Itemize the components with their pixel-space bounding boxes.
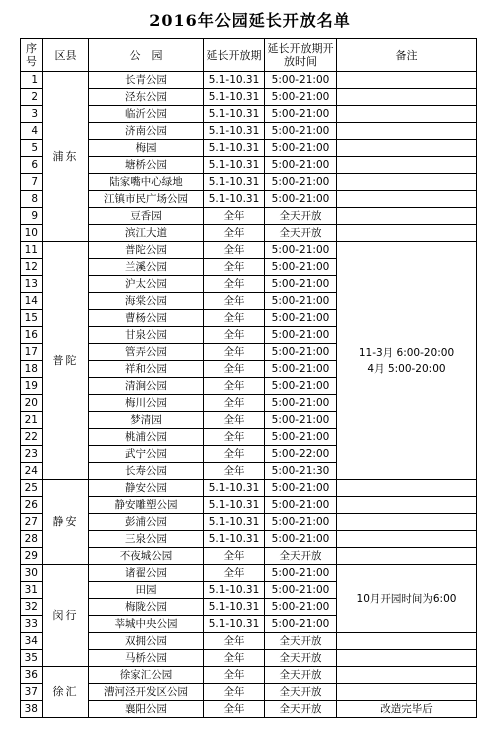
open-hours: 5:00-21:00 xyxy=(265,361,337,378)
open-period: 全年 xyxy=(204,259,265,276)
park-name: 马桥公园 xyxy=(89,650,204,667)
row-number: 19 xyxy=(21,378,43,395)
remark xyxy=(337,123,477,140)
open-period: 全年 xyxy=(204,565,265,582)
row-number: 15 xyxy=(21,310,43,327)
remark xyxy=(337,633,477,650)
open-hours: 全天开放 xyxy=(265,633,337,650)
header-hours: 延长开放期开放时间 xyxy=(265,39,337,72)
park-name: 江镇市民广场公园 xyxy=(89,191,204,208)
table-row xyxy=(21,497,477,514)
open-hours: 全天开放 xyxy=(265,650,337,667)
row-number: 24 xyxy=(21,463,43,480)
remark xyxy=(337,191,477,208)
park-name: 甘泉公园 xyxy=(89,327,204,344)
park-table xyxy=(20,38,477,718)
table-row xyxy=(21,633,477,650)
remark xyxy=(337,531,477,548)
park-name: 海棠公园 xyxy=(89,293,204,310)
remark xyxy=(337,480,477,497)
row-number: 10 xyxy=(21,225,43,242)
open-period: 全年 xyxy=(204,344,265,361)
remark-merged: 11-3月 6:00-20:00 4月 5:00-20:00 xyxy=(337,242,477,480)
header-row xyxy=(21,39,477,72)
open-period: 5.1-10.31 xyxy=(204,106,265,123)
row-number: 14 xyxy=(21,293,43,310)
open-period: 全年 xyxy=(204,276,265,293)
row-number: 5 xyxy=(21,140,43,157)
open-period: 全年 xyxy=(204,701,265,718)
open-hours: 5:00-21:00 xyxy=(265,565,337,582)
table-body xyxy=(21,72,477,718)
table-row xyxy=(21,650,477,667)
table-row xyxy=(21,174,477,191)
park-name: 静安公园 xyxy=(89,480,204,497)
park-name: 长寿公园 xyxy=(89,463,204,480)
district-cell: 静安 xyxy=(43,480,89,565)
park-name: 双拥公园 xyxy=(89,633,204,650)
park-name: 不夜城公园 xyxy=(89,548,204,565)
park-name: 莘城中央公园 xyxy=(89,616,204,633)
open-hours: 5:00-21:00 xyxy=(265,174,337,191)
row-number: 8 xyxy=(21,191,43,208)
row-number: 13 xyxy=(21,276,43,293)
open-period: 5.1-10.31 xyxy=(204,497,265,514)
open-hours: 5:00-21:00 xyxy=(265,106,337,123)
open-period: 5.1-10.31 xyxy=(204,140,265,157)
open-period: 全年 xyxy=(204,310,265,327)
remark xyxy=(337,174,477,191)
open-hours: 5:00-21:00 xyxy=(265,259,337,276)
open-period: 5.1-10.31 xyxy=(204,191,265,208)
row-number: 20 xyxy=(21,395,43,412)
open-hours: 5:00-21:00 xyxy=(265,310,337,327)
park-name: 豆香园 xyxy=(89,208,204,225)
park-name: 梅园 xyxy=(89,140,204,157)
row-number: 21 xyxy=(21,412,43,429)
park-name: 济南公园 xyxy=(89,123,204,140)
park-name: 曹杨公园 xyxy=(89,310,204,327)
row-number: 7 xyxy=(21,174,43,191)
park-name: 诸翟公园 xyxy=(89,565,204,582)
open-period: 5.1-10.31 xyxy=(204,157,265,174)
table-row xyxy=(21,140,477,157)
page-title: 2016年公园延长开放名单 xyxy=(149,11,351,30)
park-name: 滨江大道 xyxy=(89,225,204,242)
remark xyxy=(337,684,477,701)
remark xyxy=(337,650,477,667)
table-row xyxy=(21,89,477,106)
park-name: 三泉公园 xyxy=(89,531,204,548)
remark xyxy=(337,548,477,565)
row-number: 37 xyxy=(21,684,43,701)
park-name: 漕河泾开发区公园 xyxy=(89,684,204,701)
open-period: 全年 xyxy=(204,395,265,412)
open-period: 全年 xyxy=(204,225,265,242)
remark xyxy=(337,225,477,242)
open-period: 全年 xyxy=(204,378,265,395)
row-number: 38 xyxy=(21,701,43,718)
park-name: 彭浦公园 xyxy=(89,514,204,531)
park-name: 兰溪公园 xyxy=(89,259,204,276)
open-period: 5.1-10.31 xyxy=(204,123,265,140)
row-number: 30 xyxy=(21,565,43,582)
park-name: 桃浦公园 xyxy=(89,429,204,446)
open-period: 5.1-10.31 xyxy=(204,616,265,633)
open-hours: 全天开放 xyxy=(265,208,337,225)
open-hours: 5:00-21:00 xyxy=(265,497,337,514)
open-period: 5.1-10.31 xyxy=(204,514,265,531)
open-hours: 5:00-21:00 xyxy=(265,242,337,259)
open-hours: 5:00-21:00 xyxy=(265,616,337,633)
header-period: 延长开放期 xyxy=(204,39,265,72)
row-number: 1 xyxy=(21,72,43,89)
table-row xyxy=(21,514,477,531)
row-number: 9 xyxy=(21,208,43,225)
district-cell: 徐汇 xyxy=(43,667,89,718)
table-row xyxy=(21,701,477,718)
open-hours: 5:00-21:00 xyxy=(265,344,337,361)
park-name: 长青公园 xyxy=(89,72,204,89)
table-row xyxy=(21,123,477,140)
table-row xyxy=(21,225,477,242)
remark xyxy=(337,89,477,106)
open-period: 全年 xyxy=(204,208,265,225)
table-row xyxy=(21,191,477,208)
open-period: 全年 xyxy=(204,327,265,344)
open-period: 5.1-10.31 xyxy=(204,480,265,497)
remark xyxy=(337,106,477,123)
district-cell: 闵行 xyxy=(43,565,89,667)
park-name: 沪太公园 xyxy=(89,276,204,293)
row-number: 25 xyxy=(21,480,43,497)
table-row xyxy=(21,548,477,565)
remark xyxy=(337,140,477,157)
open-hours: 5:00-21:00 xyxy=(265,531,337,548)
open-period: 5.1-10.31 xyxy=(204,599,265,616)
row-number: 28 xyxy=(21,531,43,548)
open-period: 5.1-10.31 xyxy=(204,89,265,106)
open-period: 全年 xyxy=(204,684,265,701)
row-number: 34 xyxy=(21,633,43,650)
park-name: 梦清园 xyxy=(89,412,204,429)
row-number: 31 xyxy=(21,582,43,599)
park-name: 祥和公园 xyxy=(89,361,204,378)
park-name: 武宁公园 xyxy=(89,446,204,463)
row-number: 35 xyxy=(21,650,43,667)
district-cell: 普陀 xyxy=(43,242,89,480)
header-district: 区县 xyxy=(43,39,89,72)
open-hours: 全天开放 xyxy=(265,684,337,701)
open-hours: 5:00-21:00 xyxy=(265,480,337,497)
open-period: 全年 xyxy=(204,463,265,480)
open-period: 全年 xyxy=(204,650,265,667)
open-hours: 5:00-21:00 xyxy=(265,140,337,157)
park-name: 陆家嘴中心绿地 xyxy=(89,174,204,191)
open-hours: 5:00-21:00 xyxy=(265,582,337,599)
table-row xyxy=(21,480,477,497)
district-cell: 浦东 xyxy=(43,72,89,242)
table-row xyxy=(21,72,477,89)
header-seq: 序号 xyxy=(21,39,43,72)
open-period: 全年 xyxy=(204,361,265,378)
open-hours: 全天开放 xyxy=(265,667,337,684)
table-row xyxy=(21,208,477,225)
table-row xyxy=(21,684,477,701)
remark xyxy=(337,667,477,684)
open-period: 全年 xyxy=(204,242,265,259)
park-name: 泾东公园 xyxy=(89,89,204,106)
park-name: 田园 xyxy=(89,582,204,599)
row-number: 18 xyxy=(21,361,43,378)
remark xyxy=(337,514,477,531)
open-hours: 5:00-21:30 xyxy=(265,463,337,480)
open-period: 全年 xyxy=(204,633,265,650)
table-row xyxy=(21,242,477,259)
open-period: 全年 xyxy=(204,412,265,429)
open-hours: 5:00-21:00 xyxy=(265,191,337,208)
row-number: 32 xyxy=(21,599,43,616)
open-hours: 5:00-21:00 xyxy=(265,599,337,616)
open-hours: 5:00-21:00 xyxy=(265,395,337,412)
open-period: 全年 xyxy=(204,446,265,463)
park-name: 静安雕塑公园 xyxy=(89,497,204,514)
park-name: 襄阳公园 xyxy=(89,701,204,718)
open-hours: 5:00-21:00 xyxy=(265,514,337,531)
row-number: 17 xyxy=(21,344,43,361)
table-row xyxy=(21,531,477,548)
open-hours: 5:00-21:00 xyxy=(265,327,337,344)
row-number: 3 xyxy=(21,106,43,123)
open-hours: 5:00-21:00 xyxy=(265,378,337,395)
open-hours: 全天开放 xyxy=(265,225,337,242)
open-period: 全年 xyxy=(204,429,265,446)
row-number: 33 xyxy=(21,616,43,633)
row-number: 11 xyxy=(21,242,43,259)
open-hours: 5:00-21:00 xyxy=(265,89,337,106)
open-period: 全年 xyxy=(204,667,265,684)
open-hours: 5:00-21:00 xyxy=(265,412,337,429)
remark-merged: 10月开园时间为6:00 xyxy=(337,565,477,633)
open-hours: 5:00-21:00 xyxy=(265,72,337,89)
remark xyxy=(337,157,477,174)
open-hours: 全天开放 xyxy=(265,548,337,565)
park-name: 徐家汇公园 xyxy=(89,667,204,684)
open-hours: 5:00-21:00 xyxy=(265,276,337,293)
table-row xyxy=(21,667,477,684)
row-number: 4 xyxy=(21,123,43,140)
park-name: 管弄公园 xyxy=(89,344,204,361)
open-period: 5.1-10.31 xyxy=(204,174,265,191)
open-hours: 5:00-21:00 xyxy=(265,293,337,310)
open-hours: 5:00-22:00 xyxy=(265,446,337,463)
park-name: 临沂公园 xyxy=(89,106,204,123)
row-number: 36 xyxy=(21,667,43,684)
row-number: 22 xyxy=(21,429,43,446)
park-name: 清涧公园 xyxy=(89,378,204,395)
park-name: 塘桥公园 xyxy=(89,157,204,174)
open-period: 5.1-10.31 xyxy=(204,582,265,599)
open-period: 全年 xyxy=(204,293,265,310)
park-name: 梅陇公园 xyxy=(89,599,204,616)
open-hours: 5:00-21:00 xyxy=(265,123,337,140)
open-period: 5.1-10.31 xyxy=(204,531,265,548)
open-hours: 全天开放 xyxy=(265,701,337,718)
open-hours: 5:00-21:00 xyxy=(265,429,337,446)
row-number: 16 xyxy=(21,327,43,344)
row-number: 27 xyxy=(21,514,43,531)
remark xyxy=(337,72,477,89)
park-name: 梅川公园 xyxy=(89,395,204,412)
row-number: 6 xyxy=(21,157,43,174)
row-number: 12 xyxy=(21,259,43,276)
table-row xyxy=(21,106,477,123)
open-hours: 5:00-21:00 xyxy=(265,157,337,174)
header-remark: 备注 xyxy=(337,39,477,72)
remark: 改造完毕后 xyxy=(337,701,477,718)
table-row xyxy=(21,157,477,174)
open-period: 5.1-10.31 xyxy=(204,72,265,89)
remark xyxy=(337,497,477,514)
row-number: 29 xyxy=(21,548,43,565)
remark xyxy=(337,208,477,225)
park-name: 普陀公园 xyxy=(89,242,204,259)
row-number: 26 xyxy=(21,497,43,514)
row-number: 23 xyxy=(21,446,43,463)
header-park: 公 园 xyxy=(89,39,204,72)
row-number: 2 xyxy=(21,89,43,106)
open-period: 全年 xyxy=(204,548,265,565)
table-row xyxy=(21,565,477,582)
